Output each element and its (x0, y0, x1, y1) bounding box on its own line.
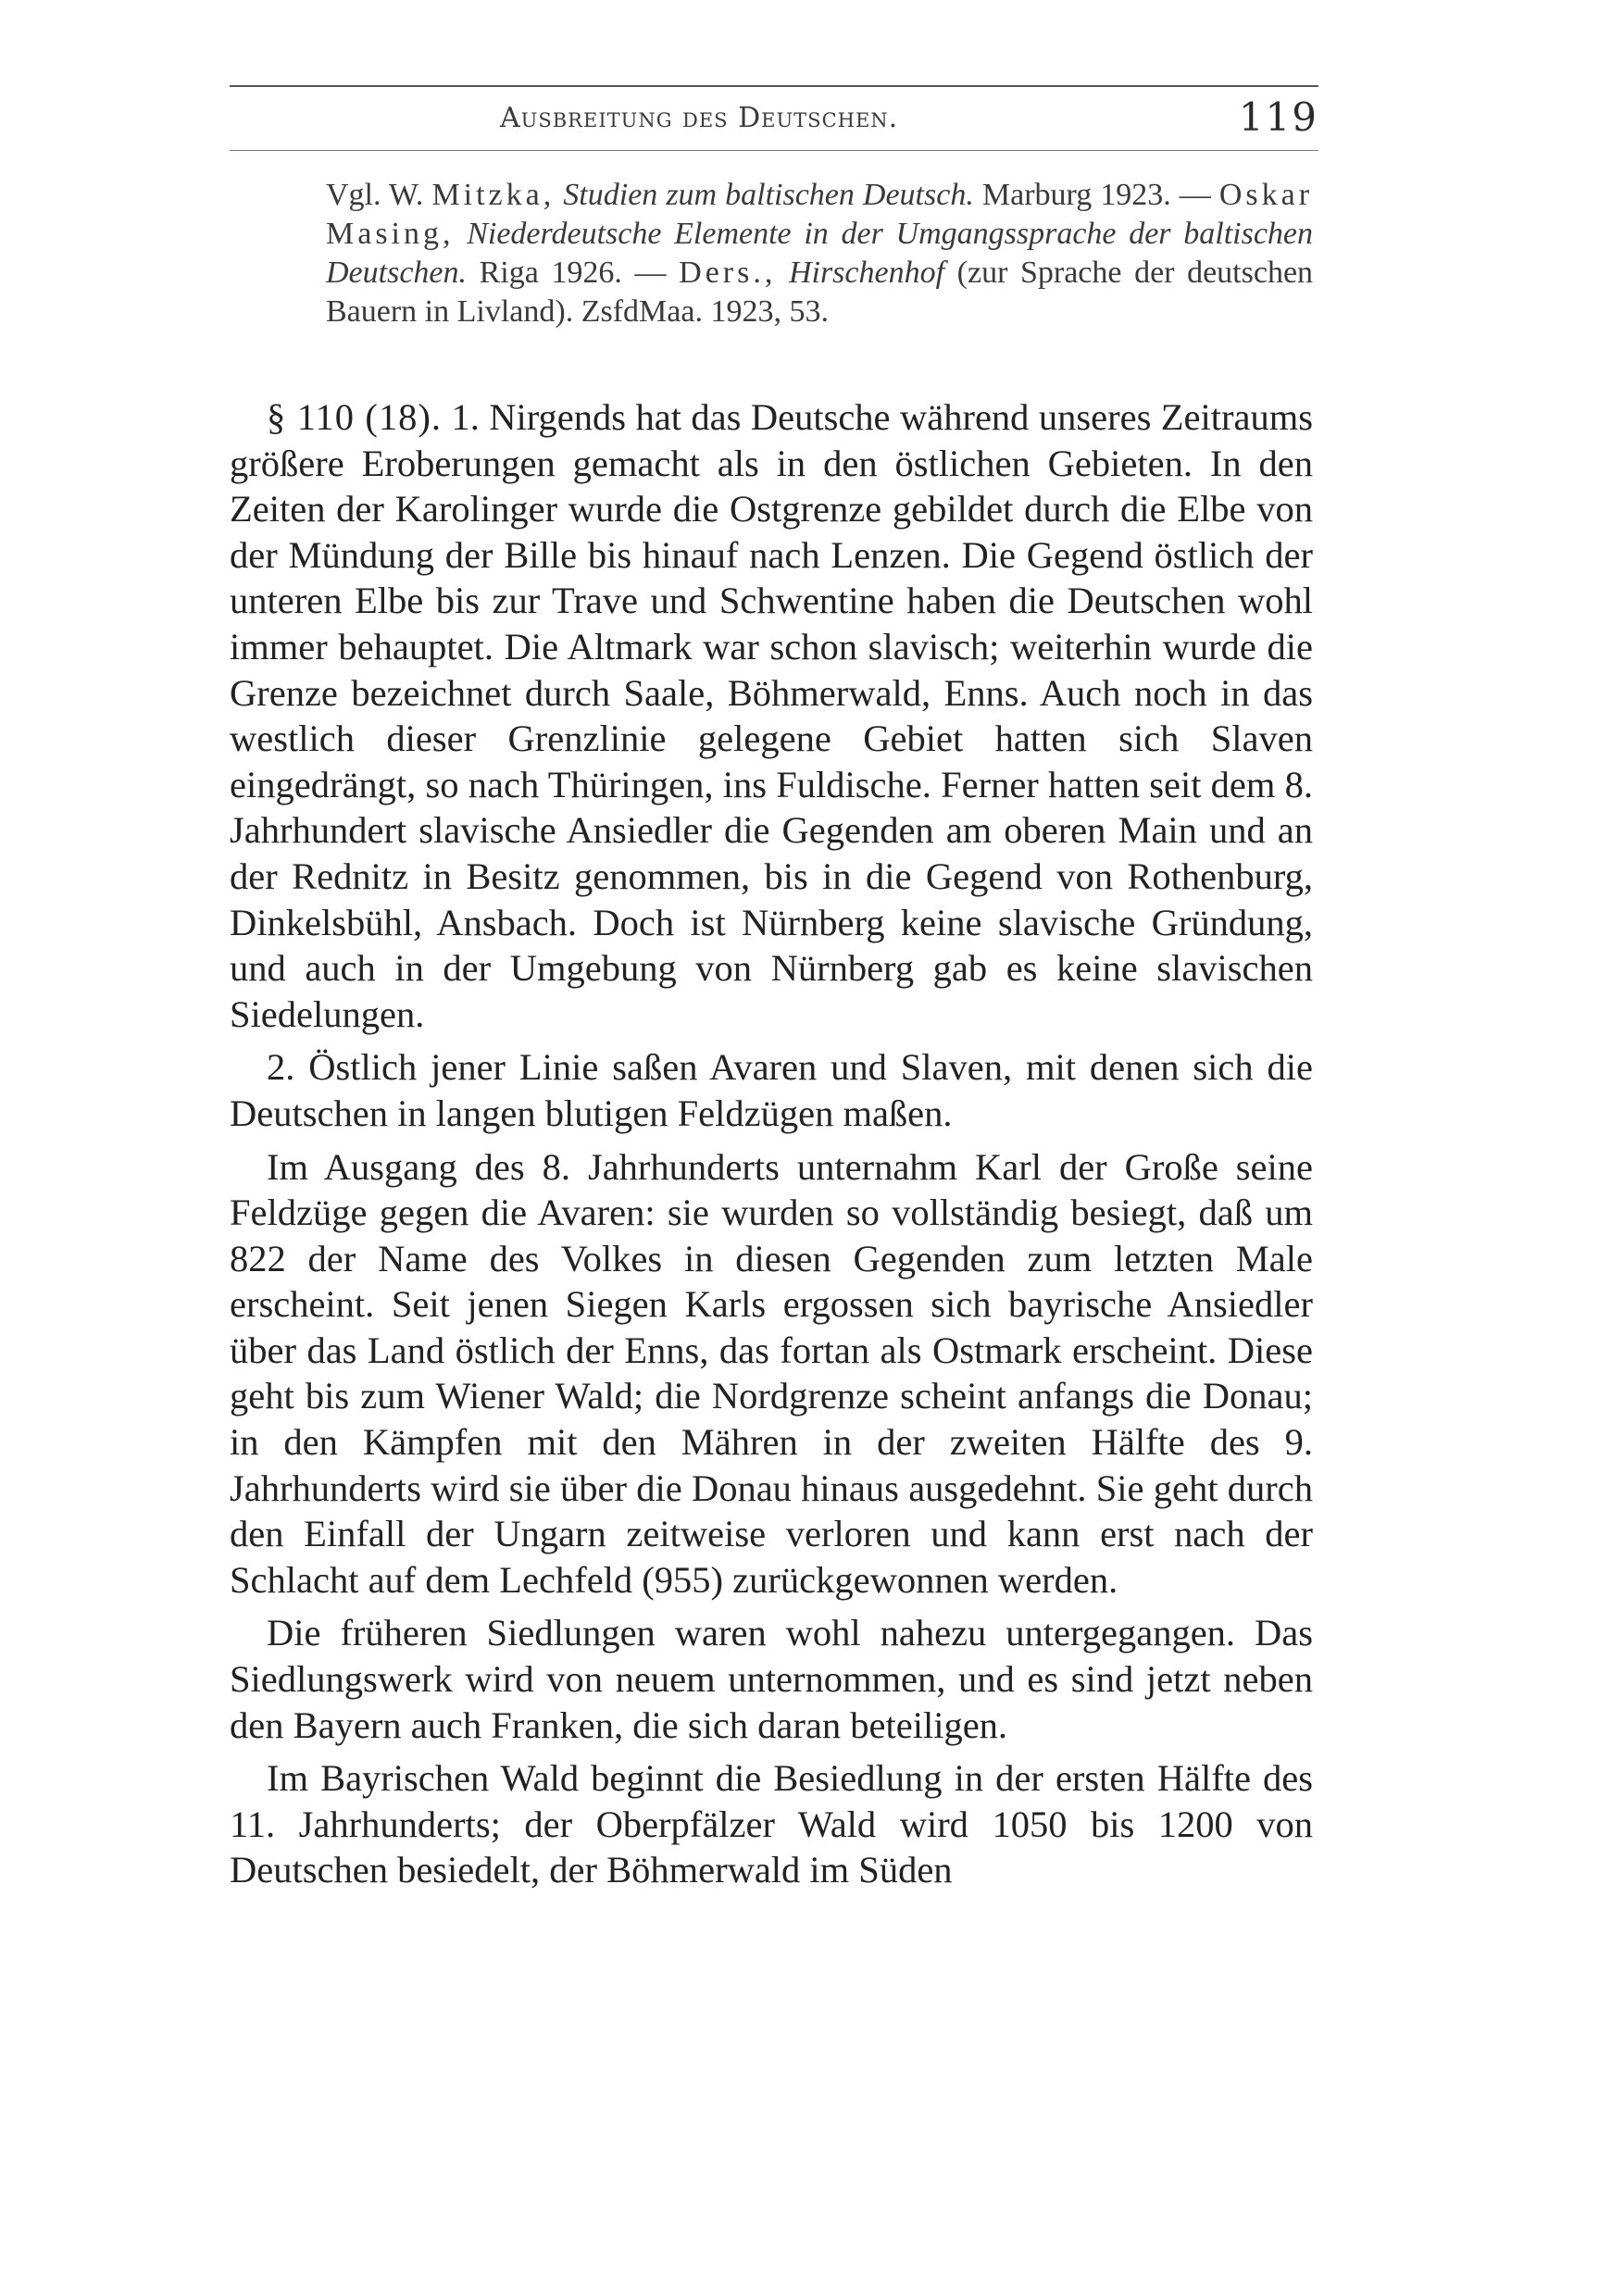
paragraph-1 (230, 394, 1313, 1037)
bibliography-note (326, 176, 1313, 331)
section-label: § 110 (18). (267, 396, 442, 438)
bib-publication-marburg: Marburg 1923. — (981, 178, 1211, 212)
bib-author-ders: Ders., (679, 256, 777, 290)
bibliography-paragraph (326, 176, 1313, 331)
bib-work-studien: Studien zum baltischen Deutsch. (563, 178, 974, 212)
bib-author-masing: Oskar Masing, (326, 178, 1314, 251)
bib-work-niederdeutsche: Niederdeutsche Elemente in der Umgangssprache der baltischen Deutschen. (326, 217, 1314, 290)
bib-author-mitzka: Mitzka, (431, 178, 556, 212)
page-number: 119 (1238, 94, 1318, 140)
paragraph-4: Die früheren Siedlungen waren wohl nahezu untergegangen. Das Siedlungswerk wird von neuem unternommen, und es sind jetzt neben den Bayern auch Franken, die sich daran beteiligen. (230, 1612, 1313, 1746)
running-head (230, 85, 1318, 152)
bib-tail: (zur Sprache der deutschen Bauern in Livland). ZsfdMaa. 1923, 53. (326, 256, 1314, 329)
paragraph-5: Im Bayrischen Wald beginnt die Besiedlung in der ersten Hälfte des 11. Jahrhunderts; der Oberpfälzer Wald wird 1050 bis 1200 von Deutschen besiedelt, der Böhmerwald im Süden (230, 1757, 1313, 1891)
top-rule (230, 85, 1318, 87)
running-head-title: Ausbreitung des Deutschen. (500, 102, 899, 134)
bib-publication-riga: Riga 1926. — (479, 256, 667, 290)
paragraph-2: 2. Östlich jener Linie saßen Avaren und Slaven, mit denen sich die Deutschen in langen blutigen Feldzügen maßen. (230, 1046, 1313, 1134)
paragraph-1-text: 1. Nirgends hat das Deutsche während unseres Zeitraums größere Eroberungen gemacht als in den östlichen Gebieten. In den Zeiten der Karolinger wurde die Ostgrenze gebildet durch die Elbe von der Mündung der Bille bis hinauf nach Lenzen. Die Gegend östlich der unteren Elbe bis zur Trave und Schwentine haben die Deutschen wohl immer behauptet. Die Altmark war schon slavisch; weiterhin wurde die Grenze bezeichnet durch Saale, Böhmerwald, Enns. Auch noch in das westlich dieser Grenzlinie gelegene Gebiet hatten sich Slaven eingedrängt, so nach Thüringen, ins Fuldische. Ferner hatten seit dem 8. Jahrhundert slavische Ansiedler die Gegenden am oberen Main und an der Rednitz in Besitz genommen, bis in die Gegend von Rothenburg, Dinkelsbühl, Ansbach. Doch ist Nürnberg keine slavische Gründung, und auch in der Umgebung von Nürnberg gab es keine slavischen Siedelungen. (230, 396, 1313, 1035)
paragraph-3: Im Ausgang des 8. Jahrhunderts unternahm Karl der Große seine Feldzüge gegen die Avaren: sie wurden so vollständig besiegt, daß um 822 der Name des Volkes in diesen Gegenden zum letzten Male erscheint. Seit jenen Siegen Karls ergossen sich bayrische Ansiedler über das Land östlich der Enns, das fortan als Ostmark erscheint. Diese geht bis zum Wiener Wald; die Nordgrenze scheint anfangs die Donau; in den Kämpfen mit den Mähren in der zweiten Hälfte des 9. Jahrhunderts wird sie über die Donau hinaus ausgedehnt. Sie geht durch den Einfall der Ungarn zeitweise verloren und kann erst nach der Schlacht auf dem Lechfeld (955) zurückgewonnen werden. (230, 1145, 1313, 1601)
bib-work-hirschenhof: Hirschenhof (788, 256, 945, 290)
bib-intro: Vgl. W. (326, 178, 424, 212)
bottom-rule (230, 150, 1318, 151)
body-text (230, 394, 1313, 1893)
